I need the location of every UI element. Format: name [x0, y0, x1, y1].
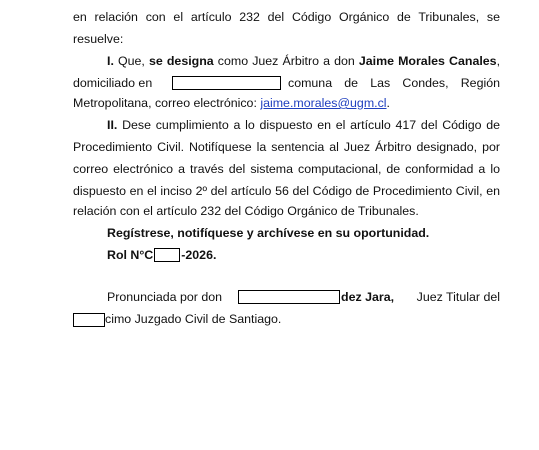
signature-line-2: cimo Juzgado Civil de Santiago. — [73, 309, 500, 329]
resolution-ii-line-4: dispuesto en el inciso 2º del artículo 56 del Código de Procedimiento Civil, en — [73, 184, 500, 198]
resolution-ii-line-3: correo electrónico a través del sistema computacional, de conformidad a lo — [73, 162, 500, 176]
arbitrator-email-link[interactable]: jaime.morales@ugm.cl — [260, 96, 387, 110]
resolution-ii-numeral: II. — [107, 118, 118, 132]
intro-line-2: resuelve: — [73, 32, 124, 46]
resolution-i-line-3: Metropolitana, correo electrónico: jaime.morales@ugm.cl. — [73, 96, 390, 110]
registrese-line: Regístrese, notifíquese y archívese en su oportunidad. — [107, 226, 430, 240]
designation-phrase: se designa — [148, 54, 214, 68]
redacted-judge-name — [238, 290, 340, 304]
redacted-address — [172, 76, 281, 90]
resolution-ii-line-2: Procedimiento Civil. Notifíquese la sentencia al Juez Árbitro designado, por — [73, 140, 500, 154]
redacted-court-prefix — [73, 313, 105, 327]
resolution-i-numeral: I. — [107, 54, 114, 68]
resolution-ii-line-1: II. Dese cumplimiento a lo dispuesto en el artículo 417 del Código de — [107, 118, 500, 132]
intro-line-1: en relación con el artículo 232 del Código Orgánico de Tribunales, se — [73, 10, 500, 24]
resolution-ii-line-5: relación con el artículo 232 del Código Orgánico de Tribunales. — [73, 204, 419, 218]
arbitrator-name: Jaime Morales Canales — [358, 54, 497, 68]
rol-number: Rol N°C -2026. — [107, 248, 217, 262]
resolution-i-line-1: I. Que, se designa como Juez Árbitro a don Jaime Morales Canales, — [107, 54, 501, 68]
signature-line-1: Pronunciada por don dez Jara, Juez Titular del — [107, 290, 500, 304]
redacted-rol — [154, 248, 180, 262]
resolution-i-line-2: domiciliado en comuna de Las Condes, Región — [73, 76, 500, 90]
